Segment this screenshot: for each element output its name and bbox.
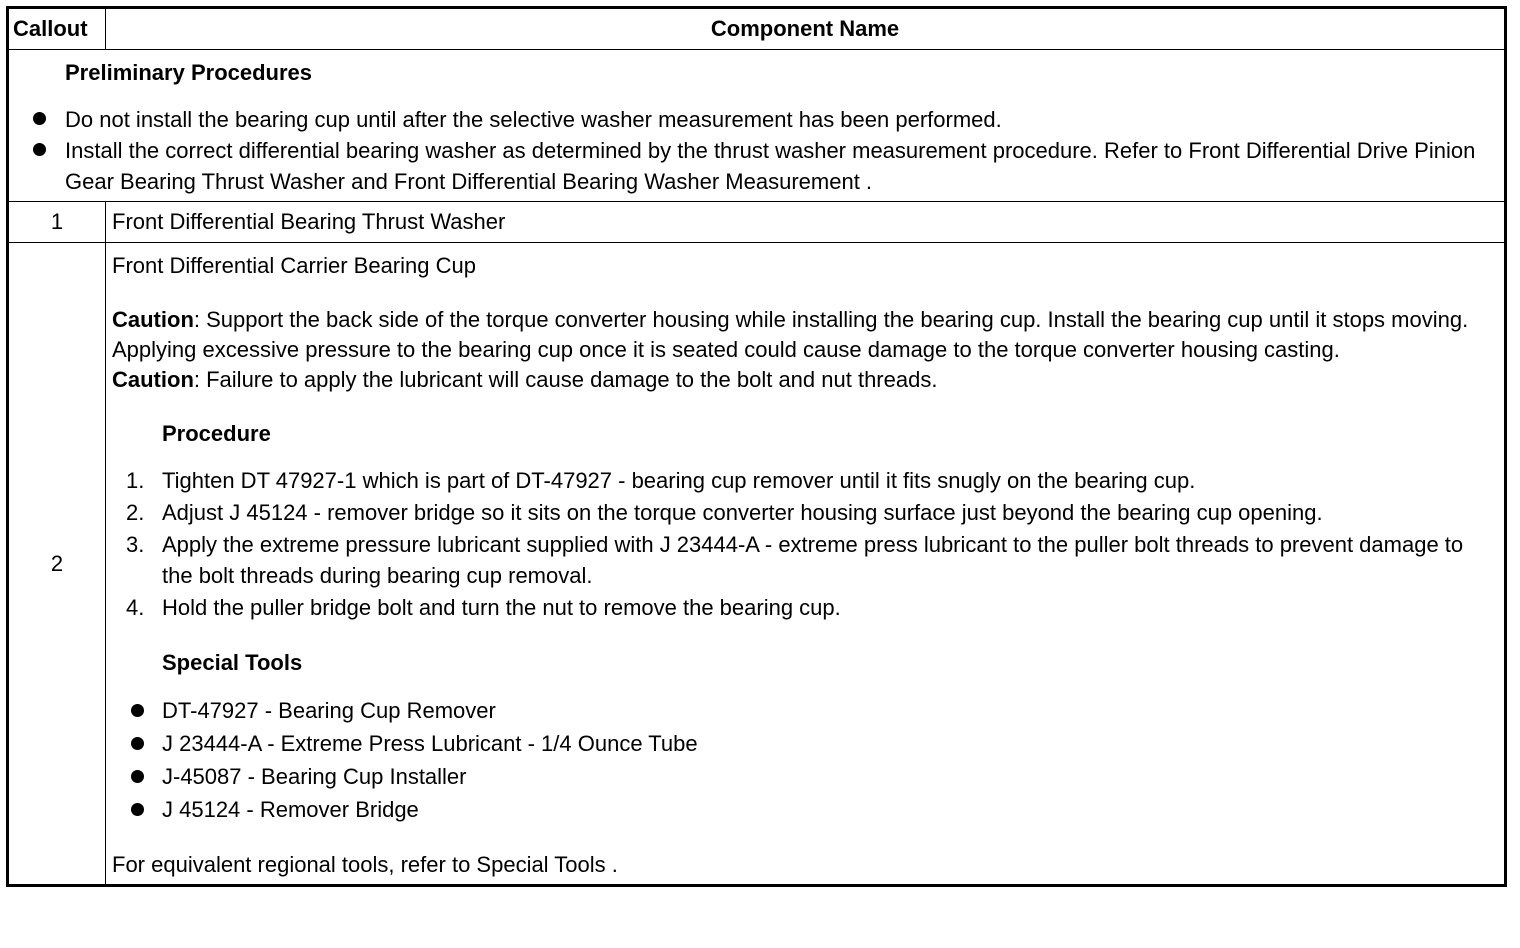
caution-note [112, 365, 1498, 395]
step-number: 3. [126, 532, 145, 557]
step-number: 1. [126, 468, 145, 493]
list-item: J 45124 - Remover Bridge [112, 793, 1498, 826]
step-text: Apply the extreme pressure lubricant supplied with J 23444-A - extreme press lubricant to the puller bolt threads to prevent damage to the bolt threads during bearing cup removal. [162, 532, 1464, 588]
special-tools-list [112, 694, 1498, 826]
callout-column-header: Callout [8, 8, 106, 50]
preliminary-list [19, 104, 1494, 197]
caution-text: : Failure to apply the lubricant will cause damage to the bolt and nut threads. [193, 367, 938, 392]
callout-cell: 2 [8, 243, 106, 886]
step-text: Adjust J 45124 - remover bridge so it sits on the torque converter housing surface just beyond the bearing cup opening. [162, 500, 1323, 525]
list-item: DT-47927 - Bearing Cup Remover [112, 694, 1498, 727]
table-row [8, 243, 1506, 886]
caution-label: Caution [112, 307, 194, 332]
list-item [112, 592, 1498, 623]
list-item [112, 497, 1498, 528]
caution-text: : Support the back side of the torque converter housing while installing the bearing cup. Install the bearing cup until it stops moving. Applying excessive pressure to the bearing cup once it is seated could cause damage to the torque converter housing casting. [112, 307, 1469, 362]
step-number: 2. [126, 500, 145, 525]
callout-cell: 1 [8, 202, 106, 243]
caution-note [112, 305, 1498, 365]
list-item [112, 529, 1498, 591]
preliminary-title: Preliminary Procedures [65, 60, 313, 85]
preliminary-row [8, 50, 1506, 202]
list-item: J-45087 - Bearing Cup Installer [112, 760, 1498, 793]
step-text: Hold the puller bridge bolt and turn the nut to remove the bearing cup. [162, 595, 841, 620]
component-name: Front Differential Carrier Bearing Cup [112, 253, 476, 278]
procedure-steps [112, 465, 1498, 623]
component-detail-cell [106, 243, 1506, 886]
step-text: Tighten DT 47927-1 which is part of DT-47927 - bearing cup remover until it fits snugly on the bearing cup. [162, 468, 1196, 493]
component-table [6, 6, 1507, 887]
list-item: Do not install the bearing cup until after the selective washer measurement has been performed. [19, 104, 1494, 135]
component-column-header: Component Name [106, 8, 1506, 50]
regional-tools-note: For equivalent regional tools, refer to Special Tools . [112, 852, 618, 877]
step-number: 4. [126, 595, 145, 620]
component-name-cell: Front Differential Bearing Thrust Washer [106, 202, 1506, 243]
procedure-title: Procedure [162, 421, 271, 446]
list-item: J 23444-A - Extreme Press Lubricant - 1/4 Ounce Tube [112, 727, 1498, 760]
caution-label: Caution [112, 367, 194, 392]
preliminary-cell [8, 50, 1506, 202]
table-row [8, 202, 1506, 243]
list-item [112, 465, 1498, 496]
list-item: Install the correct differential bearing washer as determined by the thrust washer measurement procedure. Refer to Front Differential Drive Pinion Gear Bearing Thrust Washer and Front Differential Bearing Washer Measurement . [19, 135, 1494, 197]
special-tools-title: Special Tools [162, 650, 303, 675]
table-header-row [8, 8, 1506, 50]
